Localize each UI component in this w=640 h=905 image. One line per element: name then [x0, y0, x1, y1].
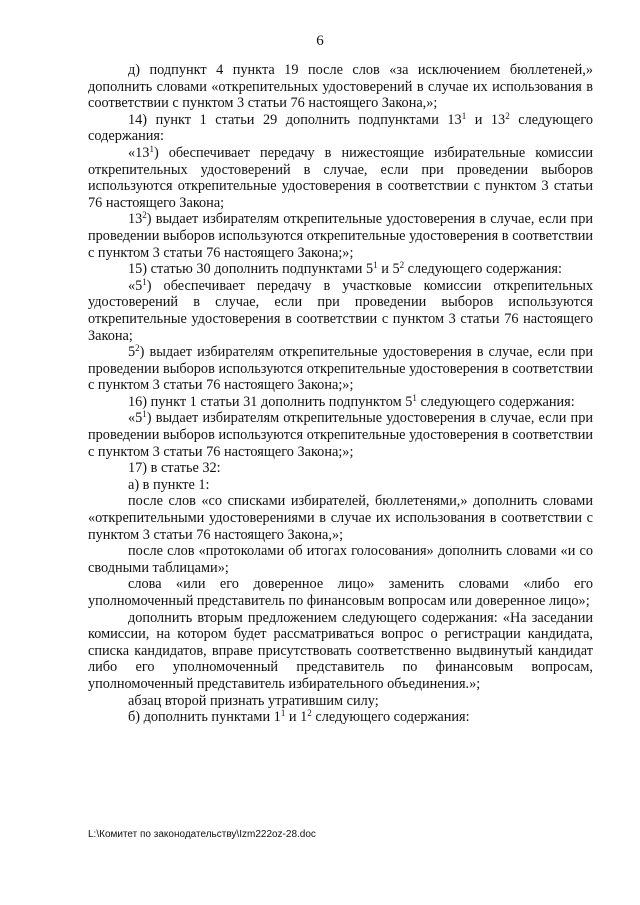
paragraph: 16) пункт 1 статьи 31 дополнить подпунктом $5^1$ следующего содержания: — [128, 392, 575, 410]
paragraph: после слов «со списками избирателей, бюллетенями,» дополнить словами «открепительными удостоверениями в случае их использования в соответствии с пунктом 3 статьи 76 настоящего Закона,»; — [88, 493, 593, 543]
paragraph: д) подпункт 4 пункта 19 после слов «за исключением бюллетеней,» дополнить словами «открепительных удостоверений в случае их использования в соответствии с пунктом 3 статьи 76 настоящего Закона,»; — [88, 62, 593, 112]
paragraph: абзац второй признать утратившим силу; — [128, 692, 379, 709]
paragraph: 17) в статье 32: — [128, 460, 221, 477]
file-path-footer: L:\Комитет по законодательству\Izm222oz-28.doc — [88, 829, 316, 840]
paragraph: «$5^1$) обеспечивает передачу в участковые комиссии открепительных удостоверений в случае, если при проведении выборов используются открепительные удостоверения в соответствии с пунктом 3 статьи 76 настоящего Закона; — [88, 276, 593, 344]
document-body — [88, 62, 593, 726]
paragraph: слова «или его доверенное лицо» заменить словами «либо его уполномоченный представитель по финансовым вопросам или доверенное лицо»; — [88, 576, 593, 609]
page-number: 6 — [316, 33, 324, 49]
paragraph: б) дополнить пунктами $1^1$ и $1^2$ следующего содержания: — [128, 708, 470, 726]
paragraph: дополнить вторым предложением следующего содержания: «На заседании комиссии, на котором будет рассматриваться вопрос о регистрации кандидата, списка кандидатов, вправе присутствовать соответственно выдвинутый кандидат либо его уполномоченный представитель по финансовым вопросам, уполномоченный представитель избирательного объединения.»; — [88, 609, 593, 692]
paragraph: «$13^1$) обеспечивает передачу в нижестоящие избирательные комиссии открепительных удостоверений в случае, если при проведении выборов используются открепительные удостоверения в соответствии с пунктом 3 статьи 76 настоящего Закона; — [88, 143, 593, 211]
paragraph: 14) пункт 1 статьи 29 дополнить подпунктами $13^1$ и $13^2$ следующего содержания: — [88, 110, 593, 145]
paragraph: $5^2$) выдает избирателям открепительные удостоверения в случае, если при проведении выборов используются открепительные удостоверения в соответствии с пунктом 3 статьи 76 настоящего Закона;»; — [88, 343, 593, 394]
paragraph: после слов «протоколами об итогах голосования» дополнить словами «и со сводными таблицами»; — [88, 543, 593, 576]
paragraph: «$5^1$) выдает избирателям открепительные удостоверения в случае, если при проведении выборов используются открепительные удостоверения в соответствии с пунктом 3 статьи 76 настоящего Закона;»; — [88, 409, 593, 460]
paragraph: $13^2$) выдает избирателям открепительные удостоверения в случае, если при проведении выборов используются открепительные удостоверения в соответствии с пунктом 3 статьи 76 настоящего Закона;»; — [88, 210, 593, 261]
paragraph: а) в пункте 1: — [128, 476, 210, 493]
paragraph: 15) статью 30 дополнить подпунктами $5^1$ и $5^2$ следующего содержания: — [128, 260, 562, 278]
